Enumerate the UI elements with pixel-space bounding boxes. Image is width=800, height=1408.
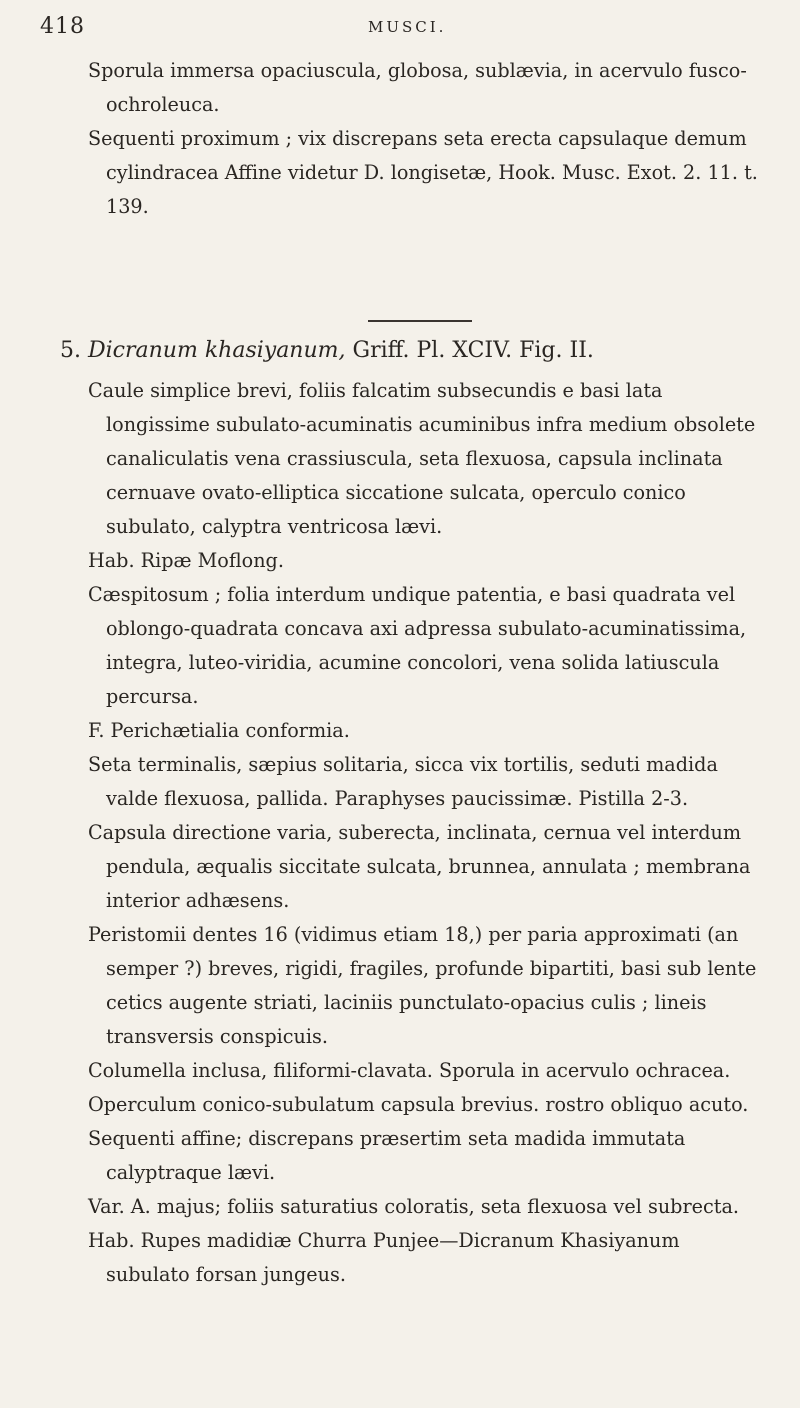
seta-description: Seta terminalis, sæpius solitaria, sicca vix tortilis, seduti madida valde flexuosa, pallida. Paraphyses paucissimæ. Pistilla 2-3. [88, 753, 718, 810]
running-head: MUSCI. [368, 18, 447, 36]
page-number: 418 [40, 14, 85, 39]
columella-description: Columella inclusa, filiformi-clavata. Sporula in acervulo ochracea. [88, 1059, 731, 1082]
operculum-description: Operculum conico-subulatum capsula brevius. rostro obliquo acuto. [88, 1093, 749, 1116]
habitat: Hab. Ripæ Moflong. [88, 549, 284, 572]
peristome-description: Peristomii dentes 16 (vidimus etiam 18,) per paria approximati (an semper ?) breves, rigidi, fragiles, profunde bipartiti, basi sub lente cetics augente striati, laciniis punctulato-opacius culis ; lineis transversis conspicuis. [88, 923, 757, 1048]
species-number: 5. [60, 338, 81, 363]
leaves-description: Cæspitosum ; folia interdum undique patentia, e basi quadrata vel oblongo-quadrata concava axi adpressa subulato-acuminatissima, integra, luteo-viridia, acumine concolori, vena solida latiuscula percursa. [88, 583, 747, 708]
text-line: Sporula immersa opaciuscula, globosa, sublævia, in acervulo fusco-ochroleuca. [88, 59, 747, 116]
capsule-description: Capsula directione varia, suberecta, inclinata, cernua vel interdum pendula, æqualis siccitate sulcata, brunnea, annulata ; membrana interior adhæsens. [88, 821, 751, 912]
previous-entry-text [88, 54, 758, 224]
perichaetial-leaves: F. Perichætialia conformia. [88, 719, 350, 742]
species-name: Dicranum khasiyanum, [88, 338, 346, 363]
variety-note: Var. A. majus; foliis saturatius coloratis, seta flexuosa vel subrecta. [88, 1195, 739, 1218]
text-line: Sequenti proximum ; vix discrepans seta erecta capsulaque demum cylindracea Affine videtur D. longisetæ, Hook. Musc. Exot. 2. 11. t. 139. [88, 127, 758, 218]
habitat-variety: Hab. Rupes madidiæ Churra Punjee—Dicranum Khasiyanum subulato forsan jungeus. [88, 1229, 680, 1286]
affinity-note: Sequenti affine; discrepans præsertim seta madida immutata calyptraque lævi. [88, 1127, 686, 1184]
diagnosis: Caule simplice brevi, foliis falcatim subsecundis e basi lata longissime subulato-acuminatis acuminibus infra medium obsolete canaliculatis vena crassiuscula, seta flexuosa, capsula inclinata cernuave ovato-elliptica siccatione sulcata, operculo conico subulato, calyptra ventricosa lævi. [88, 379, 756, 538]
species-citation: Griff. Pl. XCIV. Fig. II. [352, 338, 594, 363]
section-divider [368, 320, 472, 322]
species-heading [88, 338, 594, 363]
species-description [88, 374, 758, 1292]
